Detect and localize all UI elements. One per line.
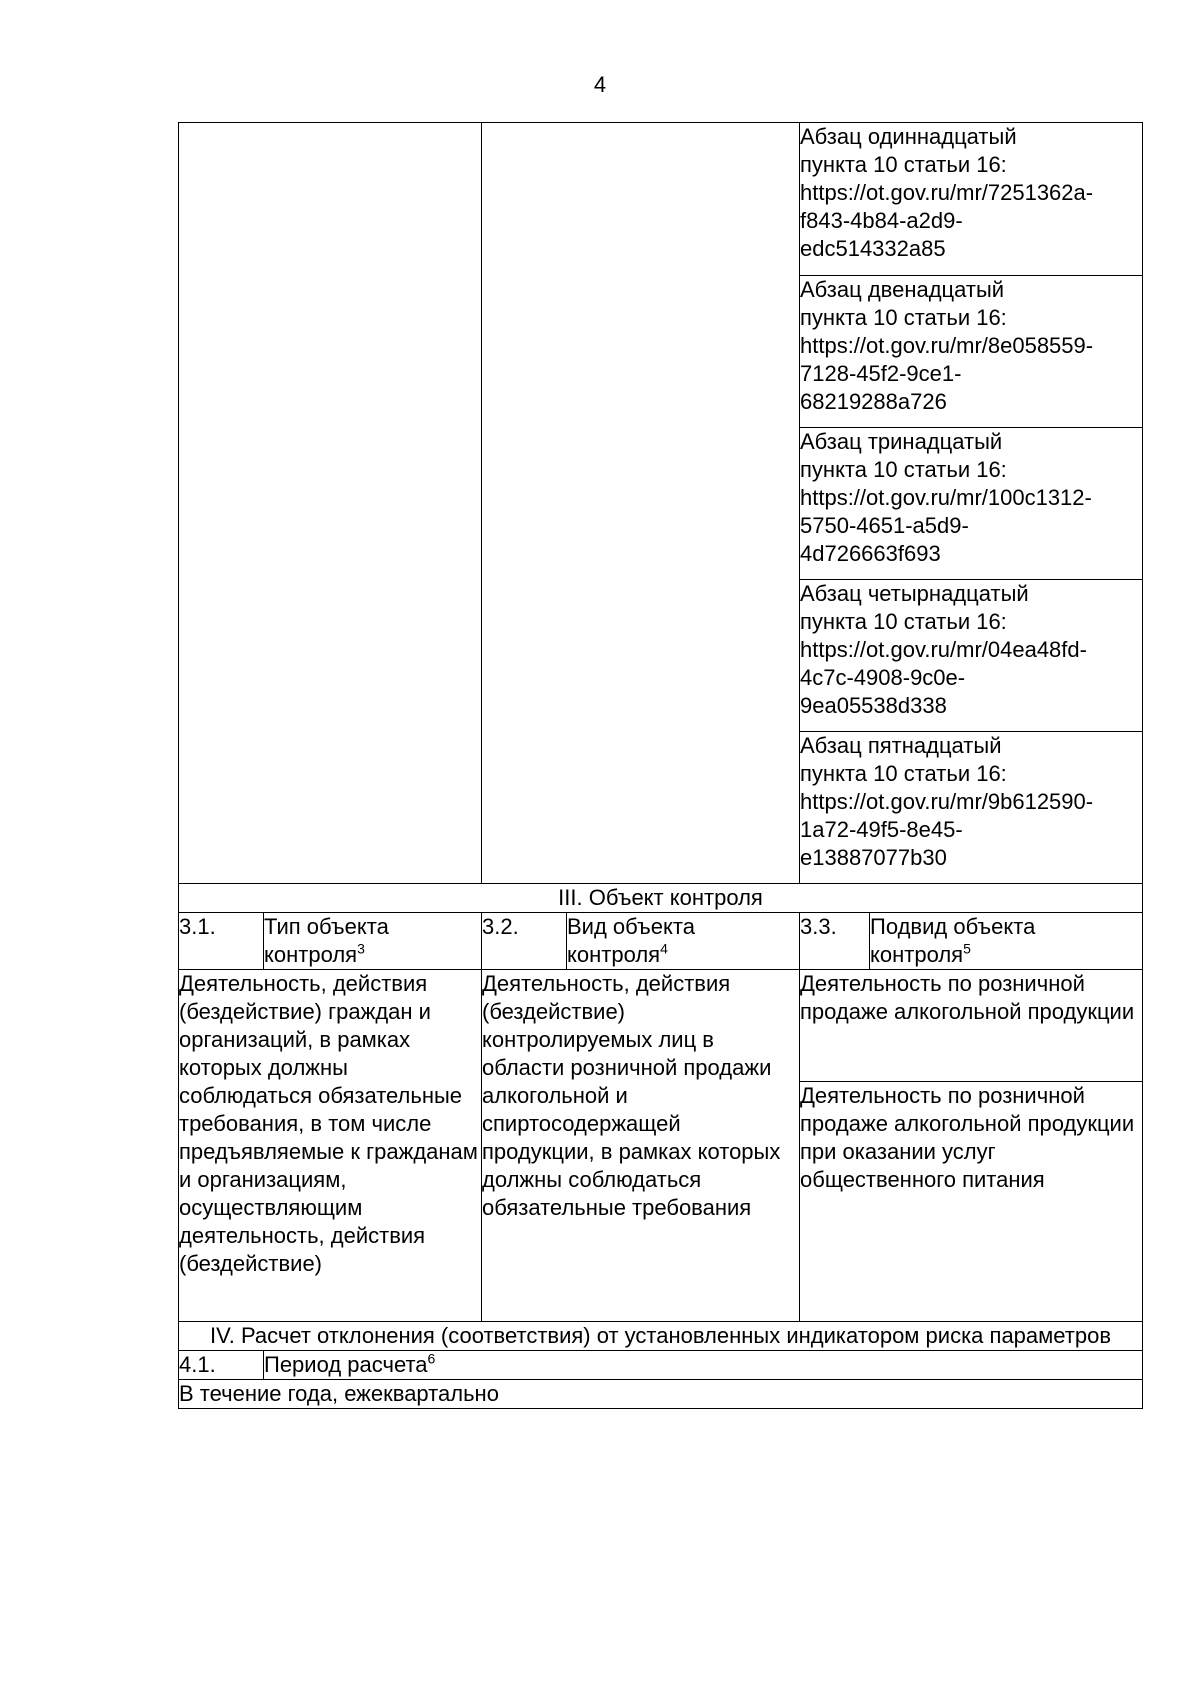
section3-values-row	[179, 970, 1143, 1322]
reference-item	[800, 579, 1142, 731]
reference-link[interactable]: https://ot.gov.ru/mr/100c1312-	[800, 484, 1092, 510]
footnote-mark: 3	[357, 940, 365, 957]
reference-line: Абзац пятнадцатый	[800, 732, 1002, 758]
footnote-mark: 5	[963, 940, 971, 957]
reference-line: Абзац четырнадцатый	[800, 580, 1029, 606]
section3-labels-row	[179, 913, 1143, 970]
document-table	[178, 122, 1143, 1409]
subtype-list	[800, 970, 1142, 1321]
reference-link[interactable]: 1a72-49f5-8e45-	[800, 816, 963, 842]
reference-link[interactable]: 7128-45f2-9ce1-	[800, 360, 962, 386]
object-type-value: Деятельность, действия (бездействие) граждан и организаций, в рамках которых должны соблюдаться обязательные требования, в том числе предъявляемые к гражданам и организациям, осуществляющим деятельность, действия (бездействие)	[179, 970, 482, 1322]
reference-link[interactable]: 5750-4651-a5d9-	[800, 512, 969, 538]
reference-line: пункта 10 статьи 16:	[800, 608, 1007, 634]
reference-item	[800, 275, 1142, 427]
reference-line: пункта 10 статьи 16:	[800, 304, 1007, 330]
calculation-period-label	[264, 1351, 1143, 1380]
object-subtype-label	[870, 913, 1143, 970]
reference-link[interactable]: https://ot.gov.ru/mr/7251362a-	[800, 180, 1094, 205]
empty-cell-left	[179, 123, 482, 884]
section4-value-row	[179, 1380, 1143, 1409]
item-number: 3.2.	[482, 913, 567, 970]
reference-line: пункта 10 статьи 16:	[800, 456, 1007, 482]
item-number: 3.1.	[179, 913, 264, 970]
reference-item	[800, 427, 1142, 579]
reference-line: пункта 10 статьи 16:	[800, 760, 1007, 786]
label-text: Период расчета	[264, 1352, 428, 1377]
references-list	[800, 123, 1142, 883]
reference-line: Абзац двенадцатый	[800, 276, 1005, 302]
reference-link[interactable]: https://ot.gov.ru/mr/8e058559-	[800, 332, 1094, 358]
reference-link[interactable]: e13887077b30	[800, 844, 947, 870]
subtype-item: Деятельность по розничной продаже алкогольной продукции	[800, 970, 1142, 1081]
reference-link[interactable]: 68219288a726	[800, 388, 947, 414]
page-number: 4	[593, 72, 607, 97]
reference-link[interactable]: 9ea05538d338	[800, 692, 947, 718]
section4-title: IV. Расчет отклонения (соответствия) от установленных индикатором риска параметров	[179, 1322, 1143, 1351]
empty-cell-middle	[482, 123, 800, 884]
footnote-mark: 4	[660, 940, 668, 957]
reference-line: пункта 10 статьи 16:	[800, 152, 1007, 177]
section3-title: III. Объект контроля	[179, 884, 1143, 913]
reference-link[interactable]: https://ot.gov.ru/mr/9b612590-	[800, 788, 1094, 814]
item-number: 4.1.	[179, 1351, 264, 1380]
object-kind-label	[567, 913, 800, 970]
section4-item-row	[179, 1351, 1143, 1380]
object-type-label	[264, 913, 482, 970]
object-kind-value: Деятельность, действия (бездействие) контролируемых лиц в области розничной продажи алкогольной и спиртосодержащей продукции, в рамках которых должны соблюдаться обязательные требования	[482, 970, 800, 1322]
label-text: Тип объекта контроля	[264, 914, 389, 967]
section4-header-row	[179, 1322, 1143, 1351]
reference-link[interactable]: f843-4b84-a2d9-	[800, 208, 963, 233]
calculation-period-value: В течение года, ежеквартально	[179, 1380, 1143, 1409]
references-cell	[800, 123, 1143, 884]
references-row	[179, 123, 1143, 884]
label-text: Вид объекта контроля	[567, 914, 695, 967]
reference-item	[800, 731, 1142, 883]
footnote-mark: 6	[427, 1350, 436, 1367]
reference-link[interactable]: 4c7c-4908-9c0e-	[800, 664, 966, 690]
section3-header-row	[179, 884, 1143, 913]
object-subtype-values	[800, 970, 1143, 1322]
reference-line: Абзац тринадцатый	[800, 428, 1003, 454]
reference-link[interactable]: 4d726663f693	[800, 540, 941, 566]
label-text: Подвид объекта контроля	[870, 914, 1036, 967]
subtype-item: Деятельность по розничной продаже алкогольной продукции при оказании услуг общественного питания	[800, 1082, 1135, 1192]
reference-link[interactable]: https://ot.gov.ru/mr/04ea48fd-	[800, 636, 1087, 662]
reference-item	[800, 123, 1142, 275]
reference-link[interactable]: edc514332a85	[800, 236, 946, 261]
item-number: 3.3.	[800, 913, 870, 970]
reference-line: Абзац одиннадцатый	[800, 124, 1017, 149]
